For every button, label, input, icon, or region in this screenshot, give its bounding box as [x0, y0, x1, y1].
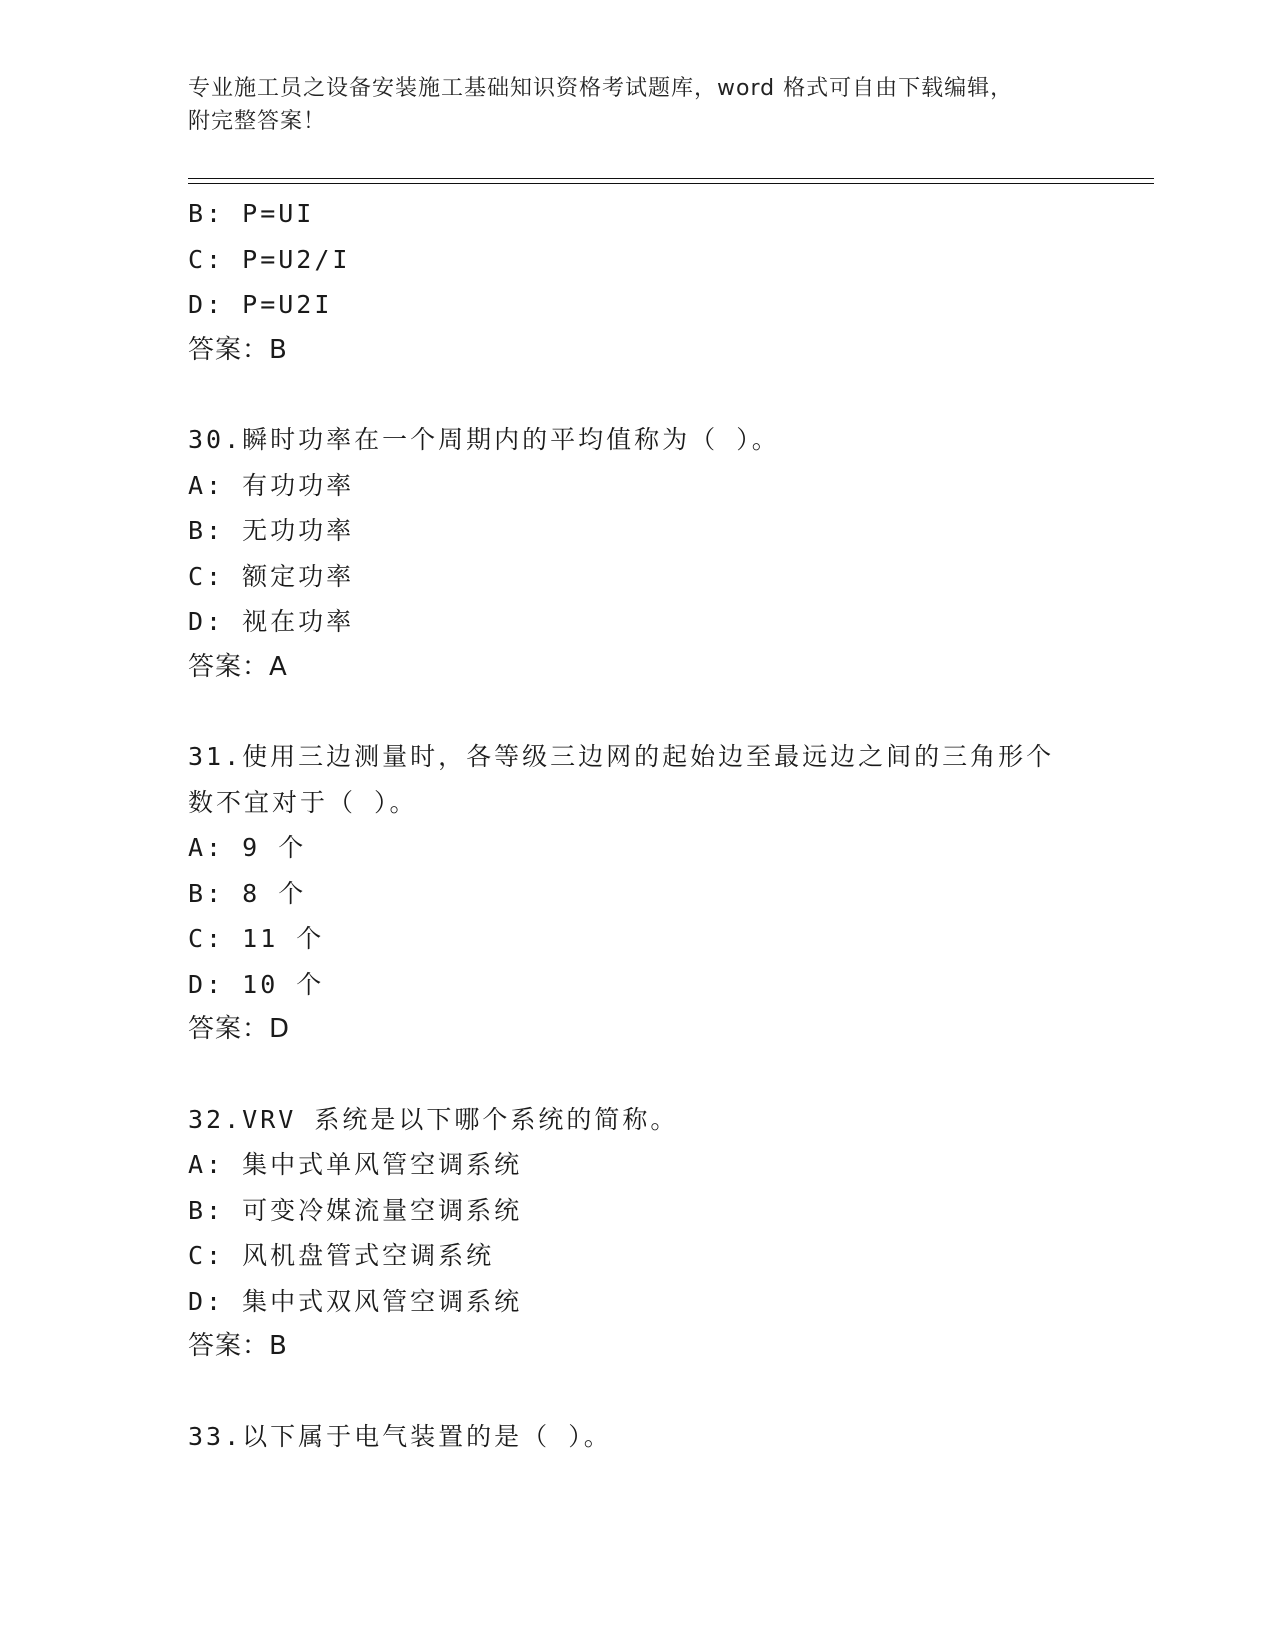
- question-text: 33.以下属于电气装置的是（ ）。: [188, 1421, 612, 1451]
- answer-line: 答案：B: [188, 1331, 288, 1361]
- option-b: B: 可变冷媒流量空调系统: [188, 1195, 523, 1225]
- question-30: [188, 417, 1088, 690]
- option-c: C: 额定功率: [188, 561, 355, 591]
- option-c: C: 11 个: [188, 924, 325, 953]
- option-a: A: 集中式单风管空调系统: [188, 1150, 523, 1179]
- question-32: [188, 1097, 1088, 1370]
- question-text: 32.VRV 系统是以下哪个系统的简称。: [188, 1104, 679, 1134]
- option-c: C: P=U2/I: [188, 244, 351, 274]
- header-line-2: 附完整答案！: [188, 109, 327, 134]
- question-text-continued: 数不宜对于（ ）。: [188, 787, 418, 817]
- option-b: B: 无功功率: [188, 516, 355, 545]
- option-a: A: 有功功率: [188, 470, 355, 500]
- option-c: C: 风机盘管式空调系统: [188, 1241, 495, 1270]
- option-b: B: 8 个: [188, 878, 307, 908]
- answer-line: 答案：A: [188, 651, 288, 682]
- question-text: 30.瞬时功率在一个周期内的平均值称为（ ）。: [188, 425, 780, 454]
- answer-line: 答案：B: [188, 334, 288, 365]
- option-d: D: P=U2I: [188, 290, 333, 319]
- header-rule-bottom: [188, 183, 1154, 184]
- continued-question: [188, 191, 1088, 373]
- header-line-1: 专业施工员之设备安装施工基础知识资格考试题库，word 格式可自由下载编辑，: [188, 76, 1014, 101]
- question-31: [188, 734, 1088, 1053]
- option-d: D: 集中式双风管空调系统: [188, 1286, 523, 1316]
- question-33: [188, 1414, 1088, 1460]
- answer-line: 答案：D: [188, 1014, 291, 1044]
- option-b: B: P=UI: [188, 199, 315, 228]
- document-header: [188, 72, 1068, 138]
- option-d: D: 视在功率: [188, 607, 355, 636]
- header-rule-top: [188, 178, 1154, 179]
- question-text: 31.使用三边测量时，各等级三边网的起始边至最远边之间的三角形个: [188, 742, 1055, 771]
- option-d: D: 10 个: [188, 969, 325, 999]
- question-list: [188, 191, 1088, 1459]
- option-a: A: 9 个: [188, 833, 307, 862]
